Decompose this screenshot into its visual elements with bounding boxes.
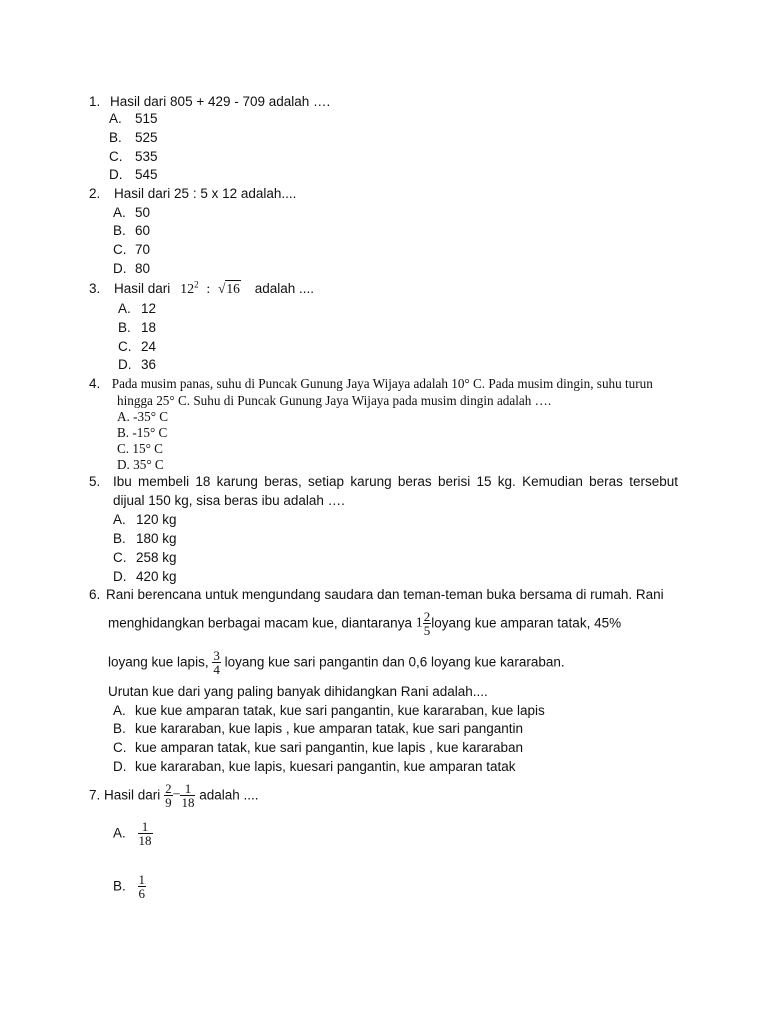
question-2: [89, 186, 296, 202]
option-row: [113, 569, 177, 585]
question-text-line-1: Ibu membeli 18 karung beras, setiap karung beras berisi 15 kg. Kemudian beras tersebut: [113, 474, 678, 489]
option-letter: A.: [113, 825, 126, 841]
option-text: -15° C: [132, 425, 168, 440]
option-row: [113, 223, 151, 239]
option-row: [113, 740, 523, 756]
option-row: [113, 759, 516, 775]
fraction: [212, 649, 221, 676]
option-text: 420 kg: [136, 569, 177, 584]
option-text: kue kararaban, kue lapis , kue amparan tatak, kue sari pangantin: [135, 721, 523, 736]
question-text-line-2: hingga 25° C. Suhu di Puncak Gunung Jaya Wijaya pada musim dingin adalah ….: [117, 393, 552, 408]
text-segment: menghidangkan berbagai macam kue, diantaranya: [108, 615, 412, 631]
option-letter: D.: [117, 457, 130, 472]
question-number: 7.: [89, 787, 101, 803]
mixed-number-fraction: [423, 610, 432, 637]
option-row: [113, 531, 177, 547]
question-number: 5.: [89, 474, 101, 489]
option-text: 35° C: [133, 457, 164, 472]
option-fraction: [138, 820, 153, 847]
option-row: [109, 149, 158, 165]
option-row: [113, 261, 151, 277]
power-base: 12: [180, 282, 195, 297]
option-letter: C.: [113, 740, 127, 755]
option-letter: C.: [117, 441, 130, 456]
question-4: [89, 376, 653, 393]
option-letter: C.: [109, 149, 123, 164]
power-exponent: 2: [194, 279, 199, 290]
option-text: 50: [135, 205, 151, 220]
option-row: [117, 425, 167, 441]
operator: :: [206, 282, 211, 297]
option-text: 515: [135, 111, 158, 126]
minus-sign: −: [172, 787, 181, 803]
option-text: kue amparan tatak, kue sari pangantin, kue lapis , kue kararaban: [135, 740, 523, 755]
fraction-numerator: 1: [180, 782, 195, 796]
question-1: [89, 94, 330, 110]
option-row: [117, 409, 168, 425]
question-6: [89, 587, 664, 603]
option-letter: C.: [113, 550, 127, 565]
option-text: 60: [135, 223, 151, 238]
option-letter: B.: [113, 878, 126, 894]
question-text-line-1: Rani berencana untuk mengundang saudara dan teman-teman buka bersama di rumah. Rani: [106, 587, 664, 602]
option-letter: B.: [109, 130, 122, 145]
option-row: [113, 703, 545, 719]
option-text: 12: [141, 301, 157, 316]
option-letter: B.: [118, 320, 131, 335]
option-row: [118, 339, 157, 355]
option-letter: D.: [109, 167, 123, 182]
question-text-line-2: dijual 150 kg, sisa beras ibu adalah ….: [113, 493, 345, 508]
option-row: [109, 167, 158, 183]
question-text: Hasil dari 25 : 5 x 12 adalah....: [114, 186, 297, 201]
option-text: 36: [141, 357, 157, 372]
option-row: [113, 870, 146, 902]
question-number: 2.: [89, 186, 101, 201]
text-segment: loyang kue sari pangantin dan 0,6 loyang kue kararaban.: [224, 654, 565, 670]
option-text: 80: [135, 261, 151, 276]
option-row: [117, 457, 164, 473]
option-text: kue kararaban, kue lapis, kuesari pangantin, kue amparan tatak: [135, 759, 516, 774]
option-letter: A.: [118, 301, 131, 316]
question-suffix: adalah ....: [199, 787, 259, 803]
option-row: [113, 550, 177, 566]
option-letter: D.: [113, 261, 127, 276]
fraction-numerator: 2: [165, 780, 172, 796]
option-letter: A.: [113, 205, 126, 220]
fraction-denominator: 4: [213, 661, 220, 677]
option-letter: D.: [113, 759, 127, 774]
fraction: [164, 782, 173, 809]
option-text: 535: [135, 149, 158, 164]
question-number: 3.: [89, 281, 101, 296]
question-text-line-2: [108, 607, 621, 639]
option-text: 258 kg: [136, 550, 177, 565]
option-letter: D.: [113, 569, 127, 584]
option-letter: A.: [113, 512, 126, 527]
square-root: √16: [218, 281, 240, 296]
option-row: [117, 441, 163, 457]
question-number: 6.: [89, 587, 101, 602]
option-letter: A.: [113, 703, 126, 718]
fraction-numerator: 1: [138, 871, 146, 887]
power-expression: [180, 279, 199, 297]
option-text: 24: [141, 339, 157, 354]
option-letter: B.: [113, 223, 126, 238]
question-number: 1.: [89, 94, 101, 109]
fraction-numerator: 1: [138, 820, 153, 834]
text-segment: loyang kue lapis,: [108, 654, 209, 670]
question-7: [89, 779, 259, 811]
question-text: Hasil dari 805 + 429 - 709 adalah ….: [110, 94, 331, 109]
option-row: [118, 320, 157, 336]
option-row: [113, 205, 151, 221]
option-row: [118, 301, 157, 317]
option-text: 15° C: [132, 441, 163, 456]
option-text: 180 kg: [136, 531, 177, 546]
fraction-numerator: 2: [423, 608, 431, 624]
option-text: 18: [141, 320, 157, 335]
option-text: kue kue amparan tatak, kue sari pangantin, kue kararaban, kue lapis: [135, 703, 545, 718]
option-letter: B.: [113, 531, 126, 546]
option-row: [109, 111, 158, 127]
option-row: [113, 242, 151, 258]
question-5: [89, 474, 678, 490]
question-suffix: adalah ....: [254, 281, 314, 296]
option-fraction: [138, 873, 147, 900]
question-text-line-3: [108, 646, 565, 678]
option-letter: D.: [118, 357, 132, 372]
fraction-denominator: 5: [423, 622, 431, 638]
radicand: 16: [226, 281, 240, 296]
option-letter: C.: [118, 339, 132, 354]
option-letter: A.: [109, 111, 122, 126]
mixed-number-whole: 1: [415, 615, 423, 631]
fraction-denominator: 9: [165, 794, 172, 810]
fraction-denominator: 18: [138, 832, 152, 848]
option-row: [113, 512, 177, 528]
fraction-denominator: 6: [138, 885, 146, 901]
option-letter: A.: [117, 409, 130, 424]
question-number: 4.: [89, 376, 101, 391]
option-letter: B.: [117, 425, 130, 440]
option-letter: C.: [113, 242, 127, 257]
fraction-denominator: 18: [181, 794, 195, 810]
option-text: 525: [135, 130, 158, 145]
question-prefix: Hasil dari: [104, 787, 161, 803]
option-text: 120 kg: [136, 512, 177, 527]
question-text-line-1: Pada musim panas, suhu di Puncak Gunung Jaya Wijaya adalah 10° C. Pada musim dingin, suhu turun: [111, 376, 653, 391]
option-text: -35° C: [133, 409, 169, 424]
text-segment: loyang kue amparan tatak, 45%: [431, 615, 622, 631]
fraction-numerator: 3: [213, 647, 220, 663]
option-row: [113, 721, 523, 737]
option-text: 70: [135, 242, 151, 257]
fraction: [180, 782, 195, 809]
option-row: [109, 130, 158, 146]
question-prefix: Hasil dari: [114, 281, 171, 296]
question-text-line-4: Urutan kue dari yang paling banyak dihidangkan Rani adalah....: [108, 684, 488, 699]
option-text: 545: [135, 167, 158, 182]
option-row: [113, 817, 153, 849]
question-3: [89, 281, 314, 298]
option-letter: B.: [113, 721, 126, 736]
option-row: [118, 357, 157, 373]
